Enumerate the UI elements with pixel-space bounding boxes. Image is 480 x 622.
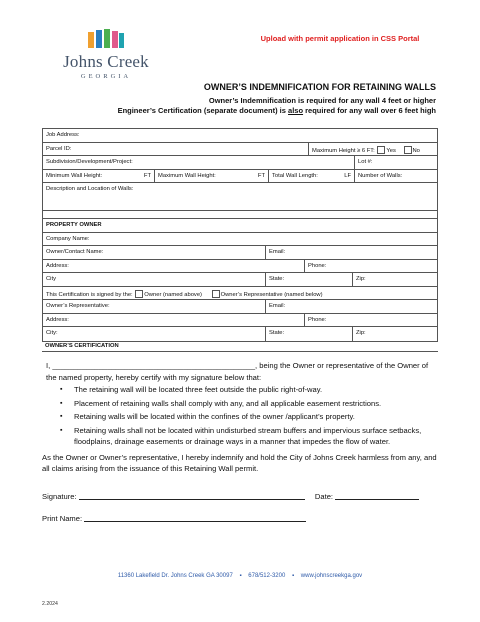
owner-state-field[interactable]: State: xyxy=(266,273,353,286)
lot-field[interactable]: Lot #: xyxy=(358,159,373,165)
bullet-separator-icon: ▪ xyxy=(239,573,242,579)
row-signed-by xyxy=(43,287,437,301)
date-line[interactable] xyxy=(335,499,419,500)
owner-zip-field[interactable]: Zip: xyxy=(356,276,366,282)
print-name-line[interactable] xyxy=(84,521,306,522)
row-description xyxy=(43,183,437,211)
footer-phone: 678/512-3200 xyxy=(248,573,286,579)
owner-phone-field[interactable]: Phone: xyxy=(308,262,327,269)
upload-note: Upload with permit application in CSS Portal xyxy=(260,34,420,43)
rep-zip-field[interactable]: Zip: xyxy=(356,330,366,336)
intro-line-2: the named property, hereby certify with my signature below that: xyxy=(46,372,262,382)
total-wall-length-label: Total Wall Length: xyxy=(272,172,318,179)
number-of-walls-field[interactable]: Number of Walls: xyxy=(358,172,403,179)
owner-checkbox[interactable] xyxy=(135,290,143,298)
footer-website[interactable]: www.johnscreekga.gov xyxy=(300,573,363,579)
owner-rep-named-label: Owner’s Representative (named below) xyxy=(220,291,323,298)
min-wall-height-field[interactable] xyxy=(43,170,155,183)
yes-checkbox[interactable] xyxy=(377,146,385,154)
row-parcel xyxy=(43,143,437,157)
signature-row xyxy=(42,492,419,501)
subtitle-2-part-a: Engineer’s Certification (separate document) is xyxy=(117,106,289,115)
owner-address-field[interactable]: Address: xyxy=(43,260,305,273)
owner-rep-field[interactable]: Owner’s Representative: xyxy=(43,300,266,313)
row-company xyxy=(43,233,437,247)
rep-email-field[interactable]: Email: xyxy=(269,303,286,309)
closing-paragraph: As the Owner or Owner’s representative, I hereby indemnify and hold the City of Johns Creek harmless from any, and all claims arising from the issuance of this Retaining Wall permit. xyxy=(42,452,437,473)
yes-label: Yes xyxy=(386,147,396,154)
form-version: 2.2024 xyxy=(42,601,58,607)
min-wall-height-label: Minimum Wall Height: xyxy=(46,172,103,179)
logo-state: GEORGIA xyxy=(80,73,132,80)
total-wall-length-field[interactable] xyxy=(269,170,355,183)
owner-rep-checkbox[interactable] xyxy=(212,290,220,298)
date-label: Date: xyxy=(314,492,334,501)
row-owner-city xyxy=(43,273,437,287)
subtitle-2-part-b: required for any wall over 6 feet high xyxy=(303,106,436,115)
row-owner-rep xyxy=(43,300,437,314)
job-address-field[interactable]: Job Address: xyxy=(46,132,80,138)
max-wall-height-label: Maximum Wall Height: xyxy=(158,172,216,179)
bullet-item: ▪ Retaining walls shall not be located within undisturbed stream buffers and impervious surface setbacks, floodplains, drainage easements or drainage ways in a manner that impedes the flow of water. xyxy=(64,425,442,448)
row-owner-contact xyxy=(43,246,437,260)
signature-line[interactable] xyxy=(79,499,305,500)
certification-divider xyxy=(42,351,438,352)
bullet-item: ▪ Retaining walls will be located within the confines of the owner /applicant’s property. xyxy=(64,411,442,423)
owner-named-label: Owner (named above) xyxy=(144,291,202,298)
logo-name: Johns Creek xyxy=(63,52,149,71)
footer-address: 11360 Lakefield Dr. Johns Creek GA 30097 xyxy=(117,573,233,579)
bullet-separator-icon: ▪ xyxy=(291,573,295,579)
form-subtitle-2 xyxy=(118,106,436,115)
owner-certification-heading: OWNER’S CERTIFICATION xyxy=(45,343,119,349)
rep-city-field[interactable]: City: xyxy=(43,327,266,341)
bullet-item: ▪ The retaining wall will be located three feet outside the public right-of-way. xyxy=(64,384,442,396)
permit-form-table xyxy=(42,128,438,342)
lf-unit: LF xyxy=(344,172,351,179)
subtitle-2-also: also xyxy=(288,106,304,115)
row-property-owner-heading xyxy=(43,219,437,233)
print-name-row xyxy=(42,514,306,523)
signed-by-field xyxy=(43,287,437,300)
certification-bullets xyxy=(64,384,442,448)
no-checkbox[interactable] xyxy=(404,146,412,154)
subdivision-field[interactable]: Subdivision/Development/Project: xyxy=(43,156,355,169)
signed-by-label: This Certification is signed by the: xyxy=(46,291,133,298)
print-name-label: Print Name: xyxy=(42,514,83,523)
rep-state-field[interactable]: State: xyxy=(266,327,353,341)
company-name-field[interactable]: Company Name: xyxy=(46,235,90,242)
row-job-address xyxy=(43,129,437,143)
intro-line-1: I, ________________________________________________, being the Owner or representative of the Owner of xyxy=(46,361,429,370)
max-wall-height-field[interactable] xyxy=(155,170,269,183)
description-field[interactable]: Description and Location of Walls: xyxy=(46,186,134,192)
no-label: No xyxy=(412,147,420,154)
row-subdivision xyxy=(43,156,437,170)
rep-address-field[interactable]: Address: xyxy=(43,314,305,327)
owner-city-field[interactable]: City xyxy=(43,273,266,286)
row-rep-address xyxy=(43,314,437,328)
form-subtitle: Owner’s Indemnification is required for any wall 4 feet or higher xyxy=(208,96,436,105)
rep-phone-field[interactable]: Phone: xyxy=(308,316,327,323)
form-title: OWNER’S INDEMNIFICATION FOR RETAINING WALLS xyxy=(203,82,436,92)
certification-body xyxy=(42,360,442,475)
row-wall-dimensions xyxy=(43,170,437,184)
owner-contact-field[interactable]: Owner/Contact Name: xyxy=(43,246,266,259)
property-owner-heading: PROPERTY OWNER xyxy=(46,222,102,228)
row-owner-address xyxy=(43,260,437,274)
row-rep-city xyxy=(43,327,437,341)
max-height-6-field xyxy=(309,143,437,156)
title-block xyxy=(118,82,436,115)
parcel-id-field[interactable]: Parcel ID: xyxy=(43,143,309,156)
bullet-item: ▪ Placement of retaining walls shall comply with any, and all applicable easement restrictions. xyxy=(64,398,442,410)
table-gap xyxy=(43,211,437,219)
min-ft-unit: FT xyxy=(143,172,151,179)
max-ft-unit: FT xyxy=(257,172,265,179)
owner-email-field[interactable]: Email: xyxy=(269,249,286,255)
signature-label: Signature: xyxy=(42,492,77,501)
logo-flags-icon xyxy=(86,28,126,50)
max-height-6-label: Maximum Height ≥ 6 FT: xyxy=(312,147,375,154)
footer xyxy=(0,573,480,579)
